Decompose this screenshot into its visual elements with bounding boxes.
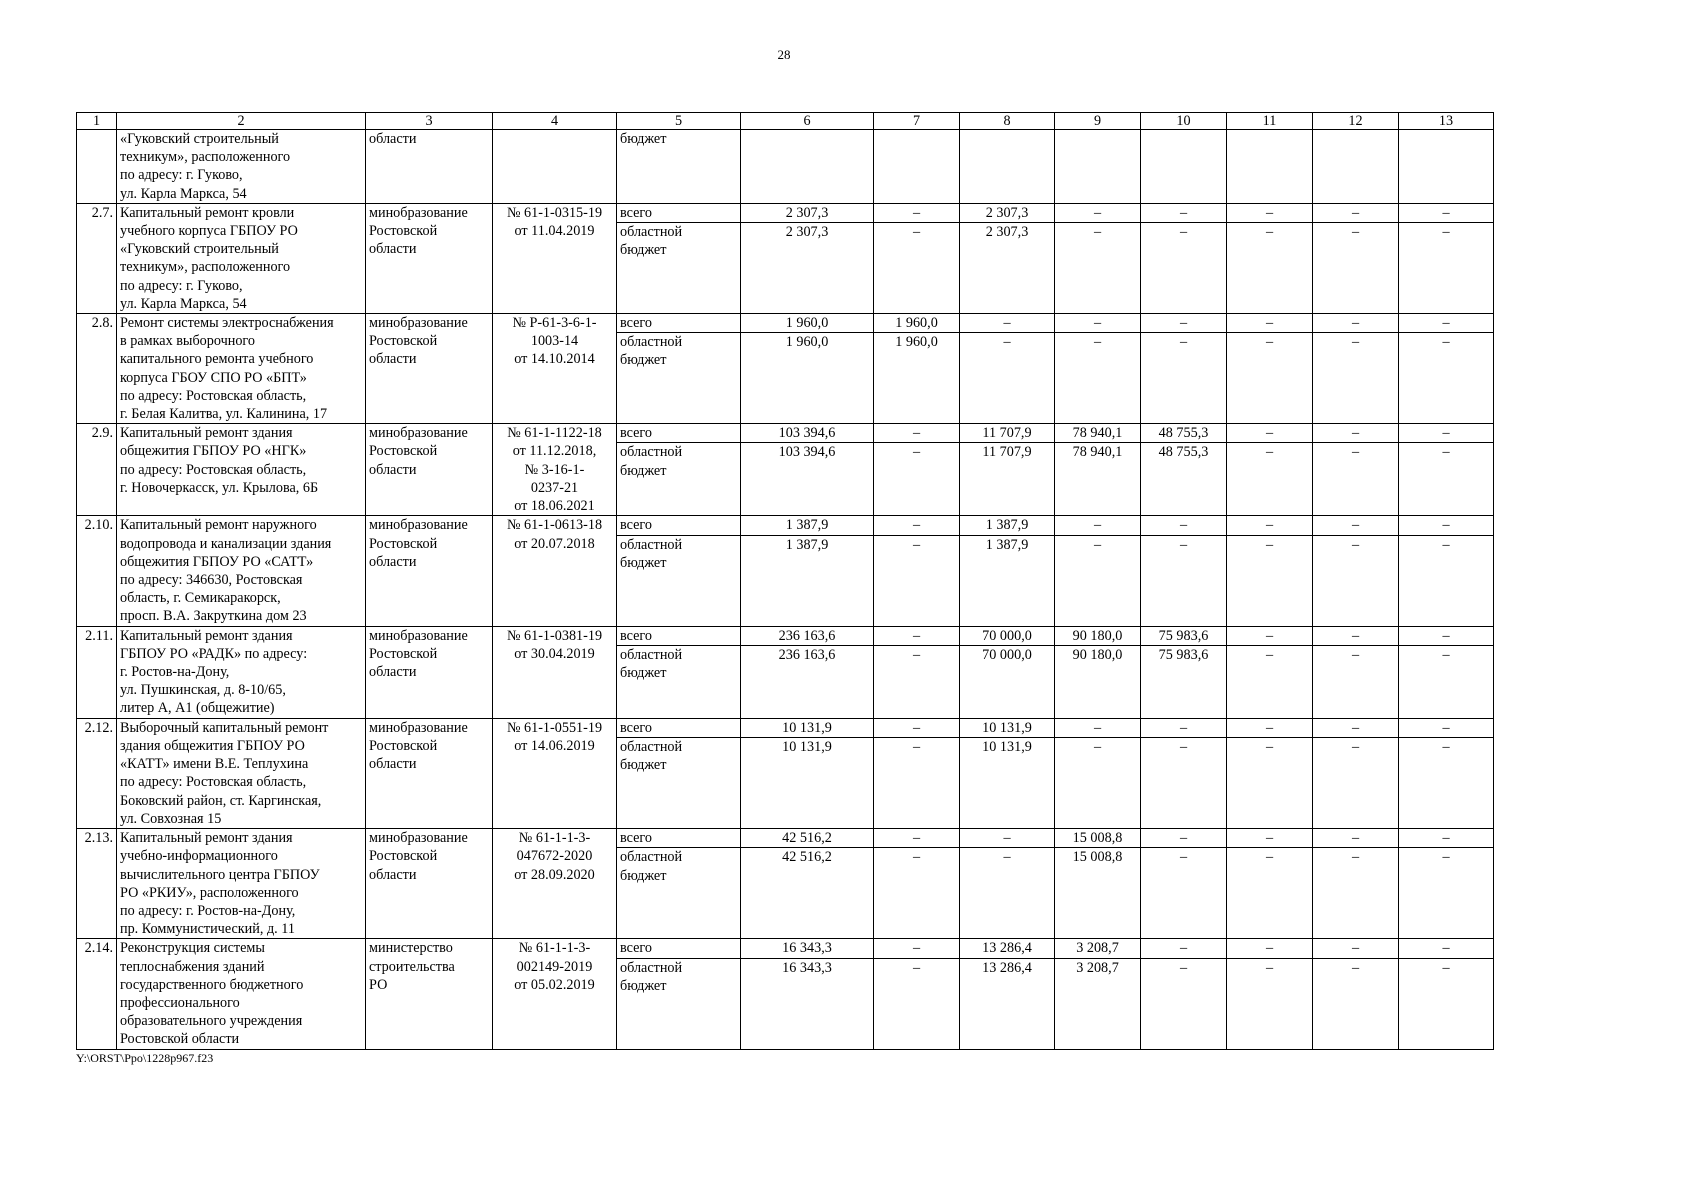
value-cell: 16 343,3 xyxy=(741,939,874,958)
value-cell: – xyxy=(1227,223,1313,314)
funding-source-regional: областной бюджет xyxy=(617,645,741,718)
value-cell: – xyxy=(1141,223,1227,314)
value-cell: – xyxy=(1227,645,1313,718)
item-number: 2.13. xyxy=(77,829,117,939)
value-cell: – xyxy=(1313,738,1399,829)
value-cell: – xyxy=(960,829,1055,848)
value-cell: – xyxy=(1227,203,1313,222)
continuation-row xyxy=(77,130,1494,204)
value-cell: – xyxy=(1141,939,1227,958)
value-cell: – xyxy=(1399,516,1494,535)
value-cell: 3 208,7 xyxy=(1055,939,1141,958)
value-cell: 10 131,9 xyxy=(741,718,874,737)
column-number: 7 xyxy=(874,113,960,130)
value-cell: 42 516,2 xyxy=(741,829,874,848)
column-number: 12 xyxy=(1313,113,1399,130)
value-cell: 103 394,6 xyxy=(741,424,874,443)
value-cell: – xyxy=(1399,535,1494,626)
value-cell: – xyxy=(1141,958,1227,1049)
value-cell: – xyxy=(874,738,960,829)
column-number: 1 xyxy=(77,113,117,130)
value-cell: 15 008,8 xyxy=(1055,829,1141,848)
table-row xyxy=(77,516,1494,535)
object-name: Капитальный ремонт здания ГБПОУ РО «РАДК» по адресу: г. Ростов-на-Дону, ул. Пушкинская, д. 8-10/65, литер А, А1 (общежитие) xyxy=(117,626,366,718)
table-row xyxy=(77,939,1494,958)
document-number: № 61-1-0613-18 от 20.07.2018 xyxy=(493,516,617,626)
object-name: Капитальный ремонт здания учебно-информационного вычислительного центра ГБПОУ РО «РКИУ», расположенного по адресу: г. Ростов-на-Дону, пр. Коммунистический, д. 11 xyxy=(117,829,366,939)
value-cell: 2 307,3 xyxy=(741,223,874,314)
value-cell: – xyxy=(1227,443,1313,516)
funding-source-total: всего xyxy=(617,516,741,535)
value-cell: 236 163,6 xyxy=(741,626,874,645)
value-cell xyxy=(1313,130,1399,204)
object-name: Капитальный ремонт здания общежития ГБПОУ РО «НГК» по адресу: Ростовская область, г. Новочеркасск, ул. Крылова, 6Б xyxy=(117,424,366,516)
value-cell: – xyxy=(1055,223,1141,314)
value-cell: – xyxy=(874,645,960,718)
value-cell: – xyxy=(960,314,1055,333)
value-cell: – xyxy=(1055,738,1141,829)
value-cell: – xyxy=(1399,626,1494,645)
value-cell: – xyxy=(1399,718,1494,737)
value-cell: – xyxy=(874,443,960,516)
funding-source-total: всего xyxy=(617,718,741,737)
document-number: № 61-1-0551-19 от 14.06.2019 xyxy=(493,718,617,828)
value-cell: – xyxy=(1313,424,1399,443)
item-number xyxy=(77,130,117,204)
value-cell: – xyxy=(1313,645,1399,718)
document-number: № 61-1-0315-19 от 11.04.2019 xyxy=(493,203,617,313)
value-cell: 11 707,9 xyxy=(960,443,1055,516)
funding-source-total: всего xyxy=(617,939,741,958)
value-cell: – xyxy=(1313,829,1399,848)
value-cell: – xyxy=(1227,848,1313,939)
value-cell: – xyxy=(874,848,960,939)
object-name: Выборочный капитальный ремонт здания общежития ГБПОУ РО «КАТТ» имени В.Е. Теплухина по адресу: Ростовская область, Боковский район, ст. Каргинская, ул. Совхозная 15 xyxy=(117,718,366,828)
value-cell: – xyxy=(1227,314,1313,333)
value-cell: – xyxy=(1227,333,1313,424)
funding-source-total: всего xyxy=(617,424,741,443)
value-cell: – xyxy=(1227,829,1313,848)
value-cell: – xyxy=(1227,626,1313,645)
object-name: Капитальный ремонт наружного водопровода и канализации здания общежития ГБПОУ РО «САТТ» по адресу: 346630, Ростовская область, г. Семикаракорск, просп. В.А. Закруткина дом 23 xyxy=(117,516,366,626)
value-cell: – xyxy=(1055,333,1141,424)
value-cell: – xyxy=(1399,958,1494,1049)
value-cell: – xyxy=(1399,848,1494,939)
value-cell: 16 343,3 xyxy=(741,958,874,1049)
value-cell: – xyxy=(1399,424,1494,443)
value-cell: 2 307,3 xyxy=(741,203,874,222)
funding-source-total: всего xyxy=(617,314,741,333)
value-cell: – xyxy=(1313,314,1399,333)
customer: минобразование Ростовской области xyxy=(366,203,493,313)
funding-source-total: всего xyxy=(617,203,741,222)
table-row xyxy=(77,829,1494,848)
column-number: 5 xyxy=(617,113,741,130)
value-cell: – xyxy=(1313,718,1399,737)
value-cell: 48 755,3 xyxy=(1141,424,1227,443)
value-cell: – xyxy=(874,516,960,535)
value-cell: – xyxy=(1141,203,1227,222)
column-number: 11 xyxy=(1227,113,1313,130)
value-cell: – xyxy=(1313,516,1399,535)
value-cell: – xyxy=(874,939,960,958)
item-number: 2.9. xyxy=(77,424,117,516)
value-cell: – xyxy=(1313,848,1399,939)
value-cell: – xyxy=(1313,333,1399,424)
value-cell: – xyxy=(1399,314,1494,333)
value-cell xyxy=(1141,130,1227,204)
value-cell: 236 163,6 xyxy=(741,645,874,718)
value-cell: 78 940,1 xyxy=(1055,424,1141,443)
table-row xyxy=(77,626,1494,645)
value-cell: – xyxy=(1227,738,1313,829)
value-cell: 1 387,9 xyxy=(960,535,1055,626)
value-cell: – xyxy=(874,718,960,737)
object-name: Реконструкция системы теплоснабжения зданий государственного бюджетного профессионального образовательного учреждения Ростовской области xyxy=(117,939,366,1049)
value-cell: – xyxy=(1141,535,1227,626)
value-cell: – xyxy=(1399,443,1494,516)
value-cell: – xyxy=(1399,645,1494,718)
document-number: № 61-1-1122-18 от 11.12.2018, № 3-16-1- 0237-21 от 18.06.2021 xyxy=(493,424,617,516)
value-cell: – xyxy=(874,203,960,222)
value-cell: 10 131,9 xyxy=(741,738,874,829)
value-cell: 1 387,9 xyxy=(960,516,1055,535)
item-number: 2.10. xyxy=(77,516,117,626)
value-cell: 48 755,3 xyxy=(1141,443,1227,516)
customer: министерство строительства РО xyxy=(366,939,493,1049)
value-cell: 1 960,0 xyxy=(741,333,874,424)
value-cell: 11 707,9 xyxy=(960,424,1055,443)
value-cell: 10 131,9 xyxy=(960,738,1055,829)
footer-file-path: Y:\ORST\Ppo\1228p967.f23 xyxy=(76,1051,214,1065)
value-cell: 42 516,2 xyxy=(741,848,874,939)
document-number: № 61-1-0381-19 от 30.04.2019 xyxy=(493,626,617,718)
funding-source-regional: областной бюджет xyxy=(617,738,741,829)
value-cell: – xyxy=(874,829,960,848)
funding-source-regional: областной бюджет xyxy=(617,535,741,626)
value-cell: – xyxy=(960,848,1055,939)
value-cell: – xyxy=(1313,958,1399,1049)
column-number: 3 xyxy=(366,113,493,130)
value-cell: – xyxy=(1141,516,1227,535)
value-cell: 90 180,0 xyxy=(1055,645,1141,718)
value-cell: – xyxy=(1141,848,1227,939)
value-cell: – xyxy=(1141,333,1227,424)
object-name: «Гуковский строительный техникум», расположенного по адресу: г. Гуково, ул. Карла Маркса, 54 xyxy=(117,130,366,204)
column-number: 13 xyxy=(1399,113,1494,130)
value-cell: – xyxy=(1227,939,1313,958)
value-cell: 70 000,0 xyxy=(960,626,1055,645)
column-number: 2 xyxy=(117,113,366,130)
item-number: 2.8. xyxy=(77,314,117,424)
value-cell: 2 307,3 xyxy=(960,223,1055,314)
value-cell: – xyxy=(1399,939,1494,958)
value-cell: 75 983,6 xyxy=(1141,626,1227,645)
item-number: 2.11. xyxy=(77,626,117,718)
document-number: № Р-61-3-6-1- 1003-14 от 14.10.2014 xyxy=(493,314,617,424)
value-cell: – xyxy=(1227,535,1313,626)
customer: минобразование Ростовской области xyxy=(366,829,493,939)
table-row xyxy=(77,424,1494,443)
customer: минобразование Ростовской области xyxy=(366,718,493,828)
value-cell: – xyxy=(1399,738,1494,829)
value-cell: – xyxy=(1399,333,1494,424)
funding-source-regional: областной бюджет xyxy=(617,443,741,516)
item-number: 2.7. xyxy=(77,203,117,313)
value-cell: 10 131,9 xyxy=(960,718,1055,737)
funding-source: бюджет xyxy=(617,130,741,204)
funding-source-regional: областной бюджет xyxy=(617,958,741,1049)
customer: минобразование Ростовской области xyxy=(366,424,493,516)
item-number: 2.14. xyxy=(77,939,117,1049)
value-cell: – xyxy=(1227,424,1313,443)
customer: области xyxy=(366,130,493,204)
value-cell: – xyxy=(1055,203,1141,222)
value-cell: 1 387,9 xyxy=(741,535,874,626)
customer: минобразование Ростовской области xyxy=(366,516,493,626)
value-cell: – xyxy=(1313,223,1399,314)
value-cell: 13 286,4 xyxy=(960,958,1055,1049)
value-cell: – xyxy=(1313,535,1399,626)
value-cell: 75 983,6 xyxy=(1141,645,1227,718)
value-cell: – xyxy=(960,333,1055,424)
value-cell xyxy=(1399,130,1494,204)
value-cell: – xyxy=(1227,958,1313,1049)
funding-source-regional: областной бюджет xyxy=(617,848,741,939)
value-cell: 3 208,7 xyxy=(1055,958,1141,1049)
value-cell: – xyxy=(874,626,960,645)
object-name: Ремонт системы электроснабжения в рамках выборочного капитального ремонта учебного корпуса ГБОУ СПО РО «БПТ» по адресу: Ростовская область, г. Белая Калитва, ул. Калинина, 17 xyxy=(117,314,366,424)
column-number: 9 xyxy=(1055,113,1141,130)
funding-source-total: всего xyxy=(617,829,741,848)
financing-table xyxy=(76,112,1494,1050)
value-cell: 13 286,4 xyxy=(960,939,1055,958)
value-cell xyxy=(1055,130,1141,204)
value-cell xyxy=(1227,130,1313,204)
value-cell: – xyxy=(874,424,960,443)
value-cell: – xyxy=(874,535,960,626)
value-cell: – xyxy=(1227,718,1313,737)
table-row xyxy=(77,718,1494,737)
object-name: Капитальный ремонт кровли учебного корпуса ГБПОУ РО «Гуковский строительный техникум», расположенного по адресу: г. Гуково, ул. Карла Маркса, 54 xyxy=(117,203,366,313)
value-cell: – xyxy=(1399,223,1494,314)
value-cell: – xyxy=(1141,738,1227,829)
value-cell: – xyxy=(1141,718,1227,737)
item-number: 2.12. xyxy=(77,718,117,828)
value-cell: – xyxy=(1055,314,1141,333)
funding-source-total: всего xyxy=(617,626,741,645)
column-number: 4 xyxy=(493,113,617,130)
column-number: 8 xyxy=(960,113,1055,130)
value-cell: – xyxy=(1055,718,1141,737)
value-cell: – xyxy=(874,223,960,314)
value-cell: 1 960,0 xyxy=(741,314,874,333)
value-cell: – xyxy=(1399,203,1494,222)
value-cell xyxy=(960,130,1055,204)
value-cell: – xyxy=(1313,203,1399,222)
value-cell: – xyxy=(1313,626,1399,645)
value-cell: 78 940,1 xyxy=(1055,443,1141,516)
value-cell: – xyxy=(1313,939,1399,958)
value-cell xyxy=(874,130,960,204)
column-number: 10 xyxy=(1141,113,1227,130)
value-cell: – xyxy=(1055,516,1141,535)
value-cell: – xyxy=(874,958,960,1049)
value-cell xyxy=(741,130,874,204)
page-number: 28 xyxy=(777,47,791,62)
value-cell: – xyxy=(1227,516,1313,535)
funding-source-regional: областной бюджет xyxy=(617,333,741,424)
table-row xyxy=(77,203,1494,222)
value-cell: 70 000,0 xyxy=(960,645,1055,718)
value-cell: – xyxy=(1313,443,1399,516)
document-number: № 61-1-1-3- 002149-2019 от 05.02.2019 xyxy=(493,939,617,1049)
funding-source-regional: областной бюджет xyxy=(617,223,741,314)
value-cell: 103 394,6 xyxy=(741,443,874,516)
value-cell: 1 387,9 xyxy=(741,516,874,535)
value-cell: 15 008,8 xyxy=(1055,848,1141,939)
customer: минобразование Ростовской области xyxy=(366,626,493,718)
value-cell: 1 960,0 xyxy=(874,314,960,333)
value-cell: – xyxy=(1055,535,1141,626)
document-number xyxy=(493,130,617,204)
value-cell: – xyxy=(1141,314,1227,333)
table-row xyxy=(77,314,1494,333)
value-cell: 90 180,0 xyxy=(1055,626,1141,645)
value-cell: – xyxy=(1399,829,1494,848)
column-number-row xyxy=(77,113,1494,130)
document-number: № 61-1-1-3- 047672-2020 от 28.09.2020 xyxy=(493,829,617,939)
value-cell: – xyxy=(1141,829,1227,848)
column-number: 6 xyxy=(741,113,874,130)
customer: минобразование Ростовской области xyxy=(366,314,493,424)
value-cell: 1 960,0 xyxy=(874,333,960,424)
value-cell: 2 307,3 xyxy=(960,203,1055,222)
